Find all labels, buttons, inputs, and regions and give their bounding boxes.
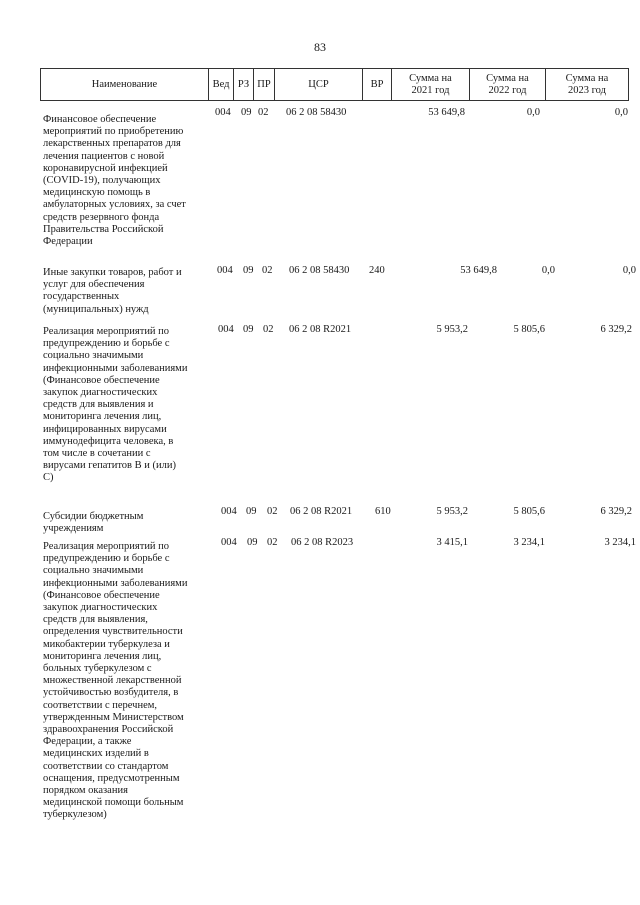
cell-rz: 09 bbox=[241, 107, 252, 118]
cell-pr: 02 bbox=[267, 506, 278, 517]
cell-sum-2021: 53 649,8 bbox=[460, 265, 497, 276]
cell-csr: 06 2 08 R2021 bbox=[289, 324, 352, 335]
cell-ved: 004 bbox=[221, 537, 237, 548]
cell-rz: 09 bbox=[246, 506, 257, 517]
cell-rz: 09 bbox=[243, 265, 254, 276]
cell-sum-2021: 5 953,2 bbox=[436, 506, 468, 517]
cell-csr: 06 2 08 58430 bbox=[286, 107, 347, 118]
cell-pr: 02 bbox=[267, 537, 278, 548]
cell-sum-2022: 3 234,1 bbox=[513, 537, 545, 548]
row-name: Иные закупки товаров, работ и услуг для обеспечения государственных (муниципальных) нужд bbox=[43, 267, 182, 315]
row-name: Финансовое обеспечение мероприятий по приобретению лекарственных препаратов для лечения пациентов с новой коронавирусной инфекцией (COVID-19), получающих медицинскую помощь в амбулаторных условиях, за счет средств резервного фонда Правительства Российской Федерации bbox=[43, 114, 186, 248]
cell-pr: 02 bbox=[258, 107, 269, 118]
cell-pr: 02 bbox=[262, 265, 273, 276]
cell-sum-2021: 3 415,1 bbox=[436, 537, 468, 548]
cell-sum-2023: 6 329,2 bbox=[600, 324, 632, 335]
cell-sum-2022: 0,0 bbox=[526, 107, 540, 118]
row-name: Субсидии бюджетным учреждениям bbox=[43, 511, 144, 535]
header-sum-2021: Сумма на 2021 год bbox=[409, 72, 452, 96]
cell-sum-2022: 5 805,6 bbox=[513, 324, 545, 335]
header-csr: ЦСР bbox=[308, 78, 329, 90]
cell-csr: 06 2 08 R2023 bbox=[291, 537, 354, 548]
header-ved: Вед bbox=[212, 78, 230, 90]
cell-csr: 06 2 08 58430 bbox=[289, 265, 350, 276]
cell-pr: 02 bbox=[263, 324, 274, 335]
cell-sum-2021: 5 953,2 bbox=[436, 324, 468, 335]
header-name: Наименование bbox=[91, 78, 158, 90]
cell-vr: 240 bbox=[369, 265, 385, 276]
page-number: 83 bbox=[314, 40, 326, 54]
cell-sum-2022: 0,0 bbox=[541, 265, 555, 276]
header-pr: ПР bbox=[257, 78, 271, 90]
cell-sum-2023: 0,0 bbox=[622, 265, 636, 276]
table-header bbox=[40, 68, 629, 101]
cell-sum-2021: 53 649,8 bbox=[428, 107, 465, 118]
cell-rz: 09 bbox=[247, 537, 258, 548]
cell-sum-2023: 3 234,1 bbox=[604, 537, 636, 548]
cell-ved: 004 bbox=[218, 324, 234, 335]
cell-csr: 06 2 08 R2021 bbox=[290, 506, 353, 517]
cell-ved: 004 bbox=[215, 107, 231, 118]
header-rz: РЗ bbox=[237, 78, 250, 90]
cell-rz: 09 bbox=[243, 324, 254, 335]
cell-sum-2023: 6 329,2 bbox=[600, 506, 632, 517]
cell-vr: 610 bbox=[375, 506, 391, 517]
column-divider bbox=[628, 68, 629, 101]
header-sum-2023: Сумма на 2023 год bbox=[565, 72, 609, 96]
row-name: Реализация мероприятий по предупреждению и борьбе с социально значимыми инфекционными заболеваниями (Финансовое обеспечение закупок диагностических средств для выявления и мониторинга лечения лиц, инфицированных вирусами иммунодефицита человека, в том числе в сочетании с вирусами гепатитов В и (или) С) bbox=[43, 326, 188, 484]
row-name: Реализация мероприятий по предупреждению и борьбе с социально значимыми инфекционными заболеваниями (Финансовое обеспечение закупок диагностических средств для выявления, определения чувствительности микобактерии туберкулеза и мониторинга лечения лиц, больных туберкулезом с множественной лекарственной устойчивостью возбудителя, в соответствии с перечнем, утвержденным Министерством здравоохранения Российской Федерации, а также медицинских изделий в соответствии со стандартом оснащения, предусмотренным порядком оказания медицинской помощи больным туберкулезом) bbox=[43, 541, 188, 821]
cell-ved: 004 bbox=[217, 265, 233, 276]
header-sum-2022: Сумма на 2022 год bbox=[486, 72, 529, 96]
header-vr: ВР bbox=[370, 78, 384, 90]
cell-ved: 004 bbox=[221, 506, 237, 517]
cell-sum-2023: 0,0 bbox=[614, 107, 628, 118]
cell-sum-2022: 5 805,6 bbox=[513, 506, 545, 517]
